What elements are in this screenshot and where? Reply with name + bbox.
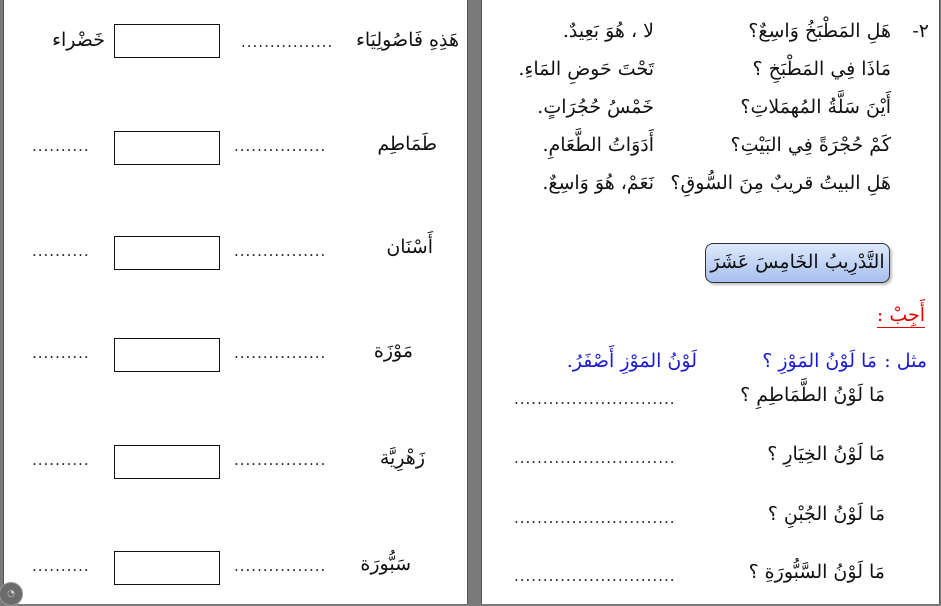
question-text: هَلِ المَطْبَخُ وَاسِعٌ؟ <box>748 20 891 42</box>
question-text: مَا لَوْنُ الجُبْنِ ؟ <box>767 503 885 525</box>
question-text: مَا لَوْنُ الخِيَارِ ؟ <box>767 443 885 465</box>
answer-box[interactable] <box>114 551 220 585</box>
question-text: مَا لَوْنُ السَّبُّورَةِ ؟ <box>748 561 885 583</box>
word-item: سَبُّورَة <box>360 553 411 575</box>
question-text: هَلِ البيتُ قريبٌ مِنَ السُّوقِ؟ <box>670 172 891 194</box>
dots-line: ................ <box>234 137 327 155</box>
word-item: مَوْزَة <box>373 340 413 362</box>
word-item: طَمَاطِم <box>377 133 437 155</box>
question-text: أَيْنَ سَلَّةُ المُهمَلاتِ؟ <box>740 96 891 118</box>
example-question: مَا لَوْنُ المَوْزِ ؟ <box>762 350 877 372</box>
exercise-title-box <box>705 243 890 283</box>
dots-line: ................ <box>234 557 327 575</box>
dots-line: ................ <box>234 242 327 260</box>
answer-line[interactable]: ............................ <box>514 567 676 585</box>
example-dots: ................ <box>241 33 334 51</box>
answer-box[interactable] <box>114 236 220 270</box>
answer-text: لا ، هُوَ بَعِيدٌ. <box>562 20 654 42</box>
answer-text: خَمْسُ حُجُرَاتٍ. <box>537 96 654 118</box>
answer-line[interactable]: ............................ <box>514 390 676 408</box>
dots-line: .......... <box>32 451 90 469</box>
left-page <box>3 0 468 604</box>
answer-box[interactable] <box>114 445 220 479</box>
answer-box[interactable] <box>114 338 220 372</box>
answer-line[interactable]: ............................ <box>514 449 676 467</box>
dots-line: ................ <box>234 344 327 362</box>
right-page <box>481 0 940 604</box>
dots-line: .......... <box>32 557 90 575</box>
dots-line: .......... <box>32 242 90 260</box>
word-item: زَهْرِيَّة <box>379 447 425 469</box>
dots-line: .......... <box>32 344 90 362</box>
instruction: أَجِبْ : <box>876 304 925 326</box>
exercise-title: التَّدْرِيبُ الخَامِسَ عَشَرَ <box>710 251 885 273</box>
question-text: مَا لَوْنُ الطَّمَاطِمِ ؟ <box>740 384 885 406</box>
answer-text: أَدَوَاتُ الطَّعَامِ. <box>542 134 654 156</box>
answer-text: تَحْتَ حَوضِ المَاءِ. <box>518 58 654 80</box>
answer-text: نَعَمْ، هُوَ وَاسِعٌ. <box>542 172 654 194</box>
question-text: كَمْ حُجْرَةً فِي البَيْتِ؟ <box>730 134 891 156</box>
question-text: مَاذَا فِي المَطْبَخِ ؟ <box>752 58 891 80</box>
dots-line: .......... <box>32 137 90 155</box>
example-answer: لَوْنُ المَوْزِ أَصْفَرُ. <box>566 350 697 372</box>
word-item: أَسْنَان <box>386 236 433 258</box>
answer-box[interactable] <box>114 131 220 165</box>
example-sentence: هَذِهِ فَاصُولِيَاء <box>355 29 459 51</box>
example-answer-box[interactable] <box>114 24 220 58</box>
corner-badge-icon: ◔ <box>0 582 23 606</box>
dots-line: ................ <box>234 451 327 469</box>
example-label: مثل : <box>884 350 927 372</box>
answer-line[interactable]: ............................ <box>514 509 676 527</box>
example-word: خَضْراء <box>52 29 105 51</box>
exercise-number: ٢- <box>912 20 929 42</box>
